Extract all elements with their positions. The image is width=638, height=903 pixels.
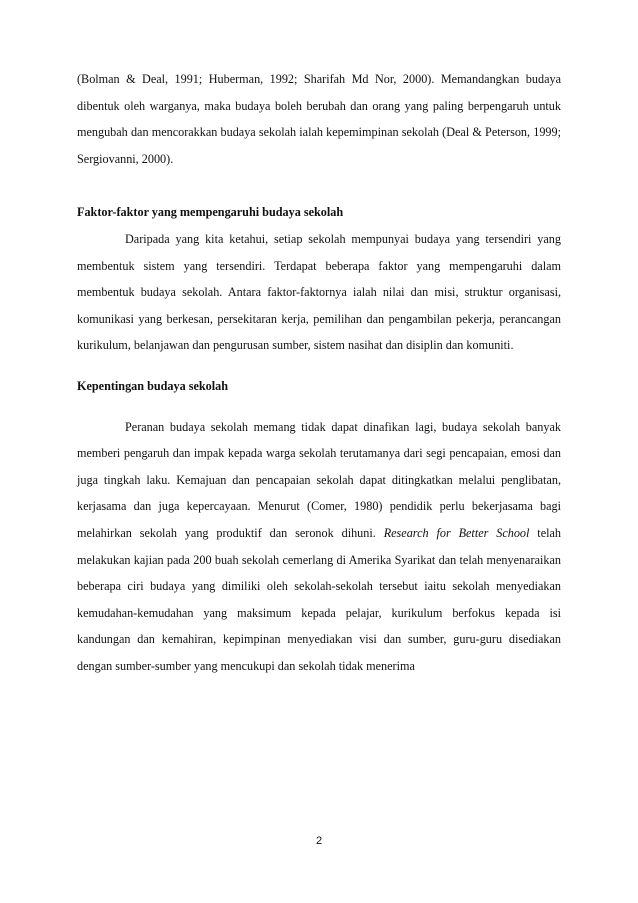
section-heading-kepentingan: Kepentingan budaya sekolah [77, 378, 229, 393]
body-text-part1: Peranan budaya sekolah memang tidak dapat dinafikan lagi, budaya sekolah banyak memberi pengaruh dan impak kepada warga sekolah terutamanya dari segi pencapaian, emosi dan juga tingkah laku. Kemajuan dan pencapaian sekolah dapat ditingkatkan melalui penglibatan, kerjasama dan juga kepercayaan. Menurut (Comer, 1980) pendidik perlu bekerjasama bagi melahirkan sekolah yang produktif dan seronok dihuni. [77, 419, 561, 540]
page-content [77, 66, 561, 679]
body-text-italic-title: Research for Better School [383, 525, 530, 540]
spacer [77, 400, 561, 414]
section-body-faktor: Daripada yang kita ketahui, setiap sekolah mempunyai budaya yang tersendiri yang membentuk sistem yang tersendiri. Terdapat beberapa faktor yang mempengaruhi dalam membentuk budaya sekolah. Antara faktor-faktornya ialah nilai dan misi, struktur organisasi, komunikasi yang berkesan, persekitaran kerja, pemilihan dan pengambilan pekerja, perancangan kurikulum, belanjawan dan pengurusan sumber, sistem nasihat dan disiplin dan komuniti. [77, 231, 561, 353]
section-heading-faktor: Faktor-faktor yang mempengaruhi budaya sekolah [77, 205, 344, 220]
spacer [77, 172, 561, 199]
page-number: 2 [315, 835, 323, 847]
paragraph-continuation: (Bolman & Deal, 1991; Huberman, 1992; Sharifah Md Nor, 2000). Memandangkan budaya dibentuk oleh warganya, maka budaya boleh berubah dan orang yang paling berpengaruh untuk mengubah dan mencorakkan budaya sekolah ialah kepemimpinan sekolah (Deal & Peterson, 1999; Sergiovanni, 2000). [77, 72, 561, 166]
section-body-kepentingan [77, 414, 561, 680]
spacer [77, 359, 561, 373]
body-text-part2: telah melakukan kajian pada 200 buah sekolah cemerlang di Amerika Syarikat dan telah menyenaraikan beberapa ciri budaya yang dimiliki oleh sekolah-sekolah tersebut iaitu sekolah menyediakan kemudahan-kemudahan yang maksimum kepada pelajar, kurikulum berfokus kepada isi kandungan dan kemahiran, kepimpinan menyediakan visi dan sumber, guru-guru disediakan dengan sumber-sumber yang mencukupi dan sekolah tidak menerima [77, 525, 561, 673]
